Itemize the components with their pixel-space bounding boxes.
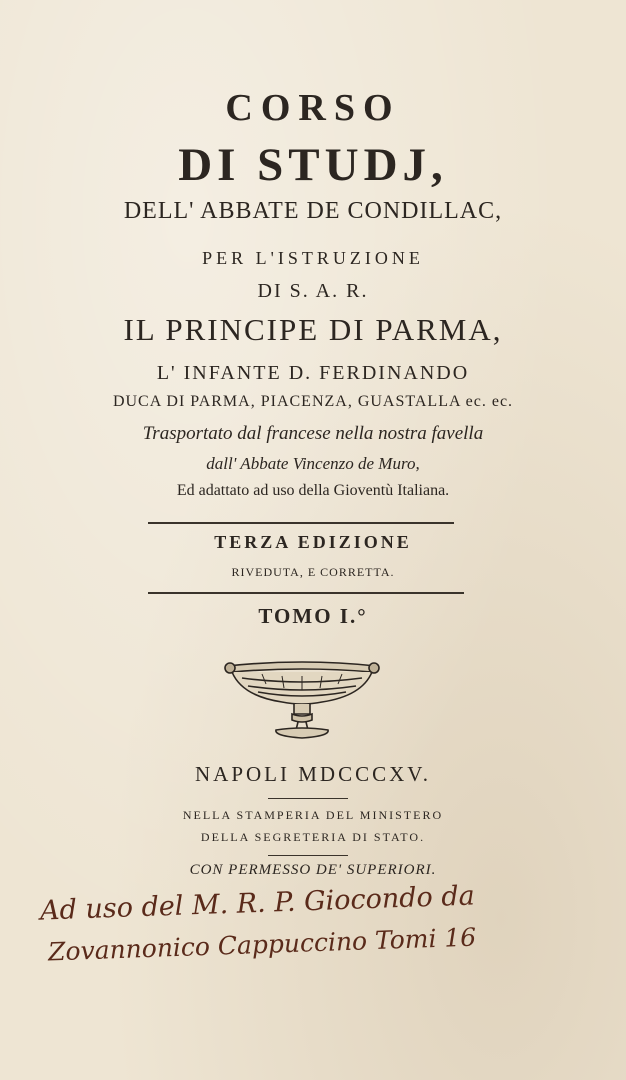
- imprint-rule-1: [268, 798, 348, 799]
- dedication-di: DI S. A. R.: [257, 280, 369, 302]
- dedication-principe: IL PRINCIPE DI PARMA,: [123, 312, 503, 347]
- divider-top: [148, 522, 454, 524]
- vase-ornament-icon: [222, 656, 382, 742]
- divider-bottom: [148, 592, 464, 594]
- dedication-duca: DUCA DI PARMA, PIACENZA, GUASTALLA ec. ec.: [112, 393, 514, 410]
- edition-sub: RIVEDUTA, E CORRETTA.: [231, 565, 395, 579]
- title-line-corso: CORSO: [225, 87, 401, 129]
- imprint-press-1: NELLA STAMPERIA DEL MINISTERO: [182, 808, 444, 822]
- translation-line-2: dall' Abbate Vincenzo de Muro,: [206, 454, 420, 473]
- dedication-per: PER L'ISTRUZIONE: [202, 248, 424, 268]
- dedication-infante: L' INFANTE D. FERDINANDO: [156, 362, 470, 384]
- volume-label: TOMO I.°: [258, 604, 368, 628]
- translation-line-3: Ed adattato ad uso della Gioventù Italiana.: [176, 482, 450, 499]
- author-line: DELL' ABBATE DE CONDILLAC,: [123, 198, 503, 224]
- handwritten-inscription-line-1: Ad uso del M. R. P. Giocondo da: [39, 880, 476, 927]
- imprint-press-2: DELLA SEGRETERIA DI STATO.: [200, 830, 426, 844]
- translation-line-1: Trasportato dal francese nella nostra favella: [142, 423, 484, 444]
- handwritten-inscription-line-2: Zovannonico Cappuccino Tomi 16: [47, 922, 477, 967]
- imprint-city: NAPOLI MDCCCXV.: [195, 762, 431, 786]
- imprint-permission: CON PERMESSO DE' SUPERIORI.: [189, 862, 437, 878]
- title-line-di-studj: DI STUDJ,: [178, 139, 448, 191]
- imprint-rule-2: [268, 855, 348, 856]
- edition-label: TERZA EDIZIONE: [214, 532, 412, 552]
